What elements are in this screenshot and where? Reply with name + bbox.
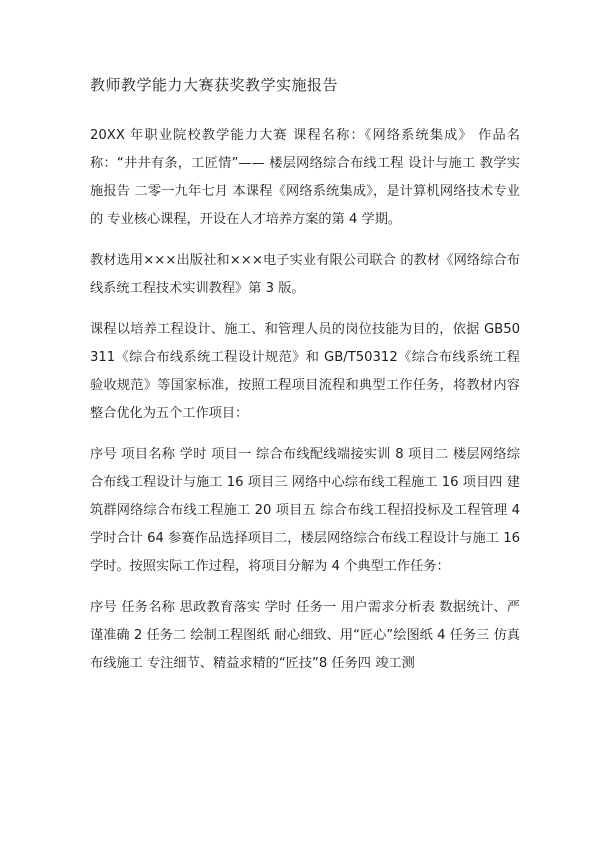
paragraph-project-list: 序号 项目名称 学时 项目一 综合布线配线端接实训 8 项目二 楼层网络综合布线工程设计与施工 16 项目三 网络中心综布线工程施工 16 项目四 建筑群网络综合布线工程施工 20 项目五 综合布线工程招投标及工程管理 4 学时合计 64 参赛作品选择项目二，楼层网络综合布线工程设计与施工 16 学时。按照实际工作过程，将项目分解为 4 个典型工作任务： — [90, 447, 520, 574]
paragraph-course-goals: 课程以培养工程设计、施工、和管理人员的岗位技能为目的，依据 GB50311《综合布线系统工程设计规范》和 GB/T50312《综合布线系统工程验收规范》等国家标准，按照工程项目流程和典型工作任务，将教材内容整合优化为五个工作项目： — [90, 322, 520, 421]
paragraph-task-list: 序号 任务名称 思政教育落实 学时 任务一 用户需求分析表 数据统计、严谨准确 2 任务二 绘制工程图纸 耐心细致、用“匠心”绘图纸 4 任务三 仿真布线施工 专注细节、精益求精的“匠技”8 任务四 竣工测 — [90, 600, 520, 671]
paragraph-course-intro: 20XX 年职业院校教学能力大赛 课程名称：《网络系统集成》 作品名称：“井井有条，工匠情”—— 楼层网络综合布线工程 设计与施工 教学实施报告 二零一九年七月 本课程《网络系统集成》，是计算机网络技术专业的 专业核心课程，开设在人才培养方案的第 4 学期。 — [90, 128, 520, 227]
document-title: 教师教学能力大赛获奖教学实施报告 — [90, 76, 339, 94]
paragraph-textbook: 教材选用×××出版社和×××电子实业有限公司联合 的教材《网络综合布线系统工程技术实训教程》第 3 版。 — [90, 253, 520, 296]
document-page — [90, 74, 520, 691]
